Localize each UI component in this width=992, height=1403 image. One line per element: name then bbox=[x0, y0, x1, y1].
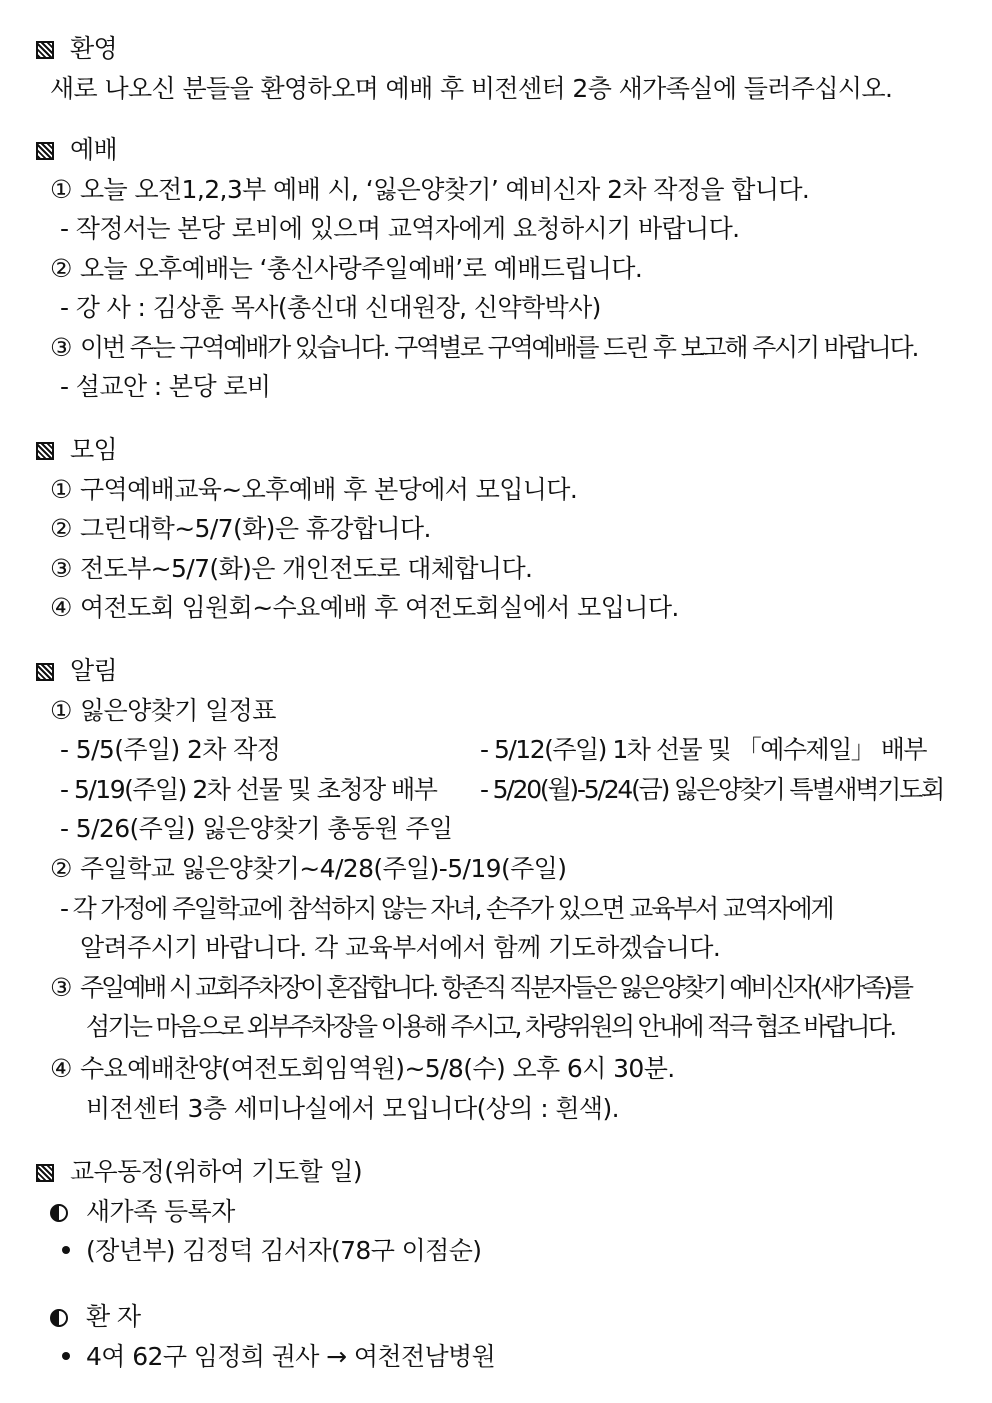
item-text: 주일예배 시 교회주차장이 혼잡합니다. 항존직 직분자들은 잃은양찾기 예비신자(새가족)를 bbox=[80, 973, 911, 1002]
bullet-dot-icon bbox=[62, 1352, 70, 1360]
bullet-dot-icon bbox=[62, 1246, 70, 1254]
worship-item-3-sub: - 설교안 : 본당 로비 bbox=[60, 372, 271, 401]
item-text: 전도부~5/7(화)은 개인전도로 대체합니다. bbox=[80, 554, 533, 583]
item-marker: ② bbox=[50, 854, 72, 883]
notice-item-3-cont: 섬기는 마음으로 외부주차장을 이용해 주시고, 차량위원의 안내에 적극 협조 바랍니다. bbox=[86, 1012, 895, 1041]
prayer-newfamily-title: 새가족 등록자 bbox=[86, 1197, 235, 1226]
item-text: 오늘 오전1,2,3부 예배 시, ‘잃은양찾기’ 예비신자 2차 작정을 합니다. bbox=[80, 175, 810, 204]
item-marker: ④ bbox=[50, 593, 72, 622]
item-marker: ③ bbox=[50, 973, 70, 1002]
meeting-item-3 bbox=[50, 552, 532, 586]
schedule-row2-col1: - 5/19(주일) 2차 선물 및 초청장 배부 bbox=[60, 775, 437, 804]
item-marker: ① bbox=[50, 175, 72, 204]
worship-item-3 bbox=[50, 331, 917, 365]
section-worship-title: 예배 bbox=[70, 135, 118, 164]
item-marker: ④ bbox=[50, 1054, 72, 1083]
meeting-item-4 bbox=[50, 591, 679, 625]
section-meeting-title: 모임 bbox=[70, 435, 118, 464]
schedule-row1-col1: - 5/5(주일) 2차 작정 bbox=[60, 735, 281, 764]
square-bullet-icon bbox=[36, 442, 54, 460]
item-marker: ② bbox=[50, 514, 72, 543]
section-welcome-heading bbox=[36, 32, 117, 66]
notice-item-1 bbox=[50, 694, 276, 728]
section-prayer-heading bbox=[36, 1155, 362, 1189]
entry-text: 4여 62구 임정희 권사 → 여천전남병원 bbox=[86, 1342, 496, 1371]
meeting-item-1 bbox=[50, 473, 577, 507]
section-worship-heading bbox=[36, 133, 117, 167]
prayer-patients-heading bbox=[50, 1300, 140, 1334]
half-filled-circle-icon bbox=[50, 1204, 68, 1222]
notice-item-2-sub-1: - 각 가정에 주일학교에 참석하지 않는 자녀, 손주가 있으면 교육부서 교역자에게 bbox=[60, 894, 833, 923]
item-text: 주일학교 잃은양찾기~4/28(주일)-5/19(주일) bbox=[80, 854, 567, 883]
schedule-row3-col1: - 5/26(주일) 잃은양찾기 총동원 주일 bbox=[60, 814, 453, 843]
notice-item-3 bbox=[50, 971, 911, 1005]
worship-item-1 bbox=[50, 173, 809, 207]
notice-item-4 bbox=[50, 1052, 675, 1086]
item-text: 잃은양찾기 일정표 bbox=[80, 696, 276, 725]
item-marker: ③ bbox=[50, 333, 71, 362]
section-notice-title: 알림 bbox=[70, 656, 118, 685]
worship-item-2-sub: - 강 사 : 김상훈 목사(총신대 신대원장, 신약학박사) bbox=[60, 293, 601, 322]
section-notice-heading bbox=[36, 654, 117, 688]
prayer-patients-title: 환 자 bbox=[86, 1302, 141, 1331]
item-marker: ② bbox=[50, 254, 72, 283]
notice-item-4-cont: 비전센터 3층 세미나실에서 모입니다(상의 : 흰색). bbox=[86, 1094, 619, 1123]
square-bullet-icon bbox=[36, 1164, 54, 1182]
square-bullet-icon bbox=[36, 663, 54, 681]
square-bullet-icon bbox=[36, 142, 54, 160]
square-bullet-icon bbox=[36, 41, 54, 59]
item-text: 오늘 오후예배는 ‘총신사랑주일예배’로 예배드립니다. bbox=[80, 254, 643, 283]
entry-text: (장년부) 김정덕 김서자(78구 이점순) bbox=[86, 1236, 482, 1265]
meeting-item-2 bbox=[50, 512, 431, 546]
item-text: 수요예배찬양(여전도회임역원)~5/8(수) 오후 6시 30분. bbox=[80, 1054, 675, 1083]
notice-item-2-sub-2: 알려주시기 바랍니다. 각 교육부서에서 함께 기도하겠습니다. bbox=[80, 933, 721, 962]
item-text: 그린대학~5/7(화)은 휴강합니다. bbox=[80, 514, 431, 543]
section-welcome-title: 환영 bbox=[70, 34, 118, 63]
section-prayer-title: 교우동정(위하여 기도할 일) bbox=[70, 1157, 363, 1186]
item-text: 구역예배교육~오후예배 후 본당에서 모입니다. bbox=[80, 475, 578, 504]
item-marker: ① bbox=[50, 475, 72, 504]
worship-item-1-sub: - 작정서는 본당 로비에 있으며 교역자에게 요청하시기 바랍니다. bbox=[60, 214, 740, 243]
prayer-newfamily-heading bbox=[50, 1195, 235, 1229]
welcome-body: 새로 나오신 분들을 환영하오며 예배 후 비전센터 2층 새가족실에 들러주십시오. bbox=[50, 74, 893, 103]
schedule-row1-col2: - 5/12(주일) 1차 선물 및 「예수제일」 배부 bbox=[480, 735, 927, 764]
prayer-patients-entry bbox=[62, 1340, 495, 1374]
notice-item-2 bbox=[50, 852, 566, 886]
worship-item-2 bbox=[50, 252, 642, 286]
schedule-row2-col2: - 5/20(월)-5/24(금) 잃은양찾기 특별새벽기도회 bbox=[480, 775, 944, 804]
prayer-newfamily-entry bbox=[62, 1234, 481, 1268]
section-meeting-heading bbox=[36, 433, 117, 467]
item-text: 이번 주는 구역예배가 있습니다. 구역별로 구역예배를 드린 후 보고해 주시기 바랍니다. bbox=[80, 333, 918, 362]
item-marker: ① bbox=[50, 696, 72, 725]
half-filled-circle-icon bbox=[50, 1309, 68, 1327]
item-marker: ③ bbox=[50, 554, 72, 583]
item-text: 여전도회 임원회~수요예배 후 여전도회실에서 모입니다. bbox=[80, 593, 679, 622]
